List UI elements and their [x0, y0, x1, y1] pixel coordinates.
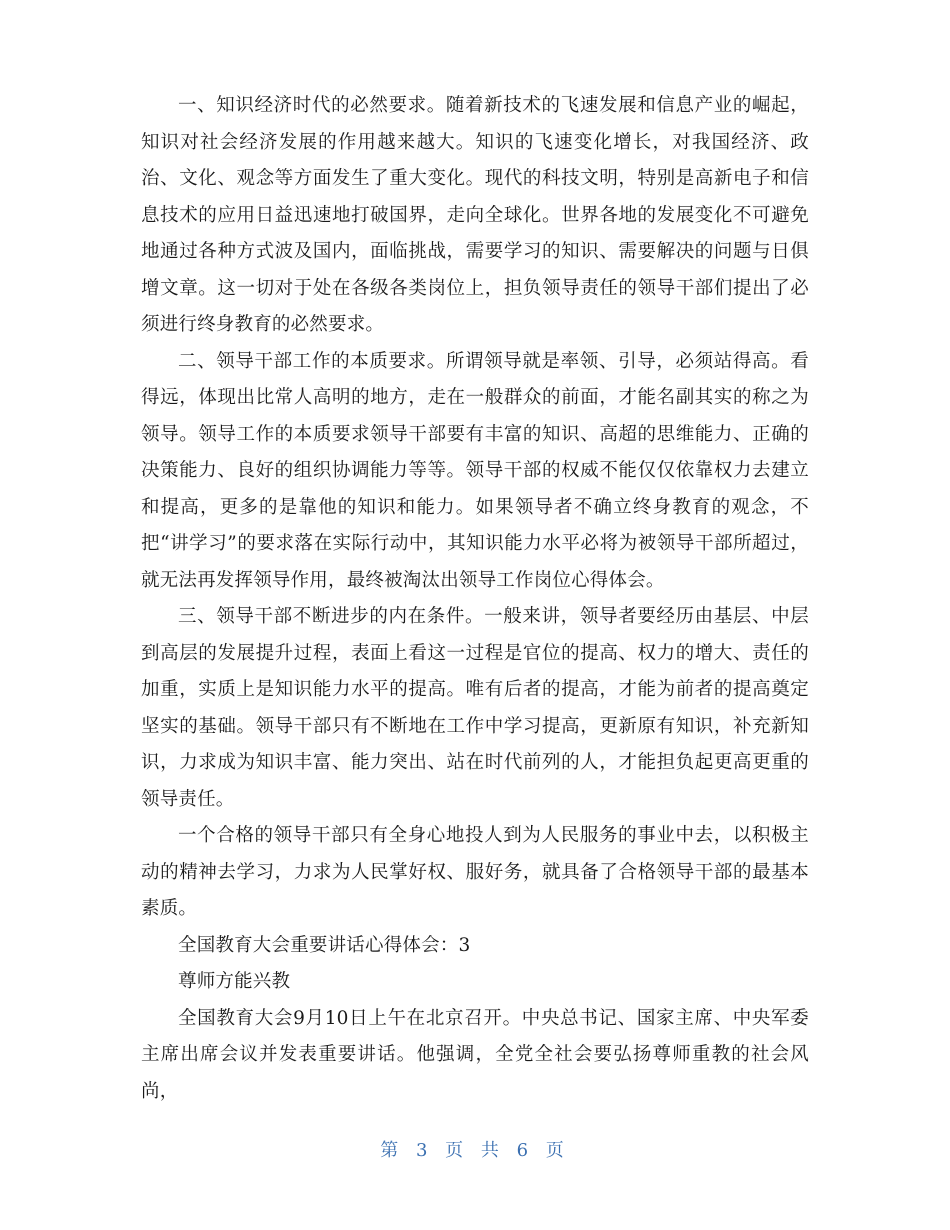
paragraph-inner-condition: 三、领导干部不断进步的内在条件。一般来讲，领导者要经历由基层、中层到高层的发展提升过程，表面上看这一过程是官位的提高、权力的增大、责任的加重，实质上是知识能力水平的提高。唯有后者的提高，才能为前者的提高奠定坚实的基础。领导干部只有不断地在工作中学习提高，更新原有知识，补充新知识，力求成为知识丰富、能力突出、站在时代前列的人，才能担负起更高更重的领导责任。 — [141, 606, 809, 810]
paragraph-leadership-essence: 二、领导干部工作的本质要求。所谓领导就是率领、引导，必须站得高。看得远，体现出比常人高明的地方，走在一般群众的前面，才能名副其实的称之为领导。领导工作的本质要求领导干部要有丰富的知识、高超的思维能力、正确的决策能力、良好的组织协调能力等等。领导干部的权威不能仅仅依靠权力去建立和提高，更多的是靠他的知识和能力。如果领导者不确立终身教育的观念，不把“讲学习”的要求落在实际行动中，其知识能力水平必将为被领导干部所超过，就无法再发挥领导作用，最终被淘汰出领导工作岗位心得体会。 — [141, 350, 809, 591]
section-heading-speech: 全国教育大会重要讲话心得体会：3 — [178, 934, 471, 956]
document-body — [141, 88, 809, 1110]
paragraph-education-conference: 全国教育大会9月10日上午在北京召开。中央总书记、国家主席、中央军委主席出席会议并发表重要讲话。他强调，全党全社会要弘扬尊师重教的社会风尚， — [141, 1007, 809, 1102]
paragraph-qualified-leader: 一个合格的领导干部只有全身心地投人到为人民服务的事业中去，以积极主动的精神去学习，力求为人民掌好权、服好务，就具备了合格领导干部的最基本素质。 — [141, 825, 809, 919]
section-title-respect-teachers: 尊师方能兴教 — [178, 971, 291, 992]
page-number-footer: 第 3 页 共 6 页 — [380, 1140, 570, 1161]
paragraph-knowledge-economy: 一、知识经济时代的必然要求。随着新技术的飞速发展和信息产业的崛起，知识对社会经济发展的作用越来越大。知识的飞速变化增长，对我国经济、政治、文化、观念等方面发生了重大变化。现代的科技文明，特别是高新电子和信息技术的应用日益迅速地打破国界，走向全球化。世界各地的发展变化不可避免地通过各种方式波及国内，面临挑战，需要学习的知识、需要解决的问题与日俱增文章。这一切对于处在各级各类岗位上，担负领导责任的领导干部们提出了必须进行终身教育的必然要求。 — [141, 95, 809, 335]
